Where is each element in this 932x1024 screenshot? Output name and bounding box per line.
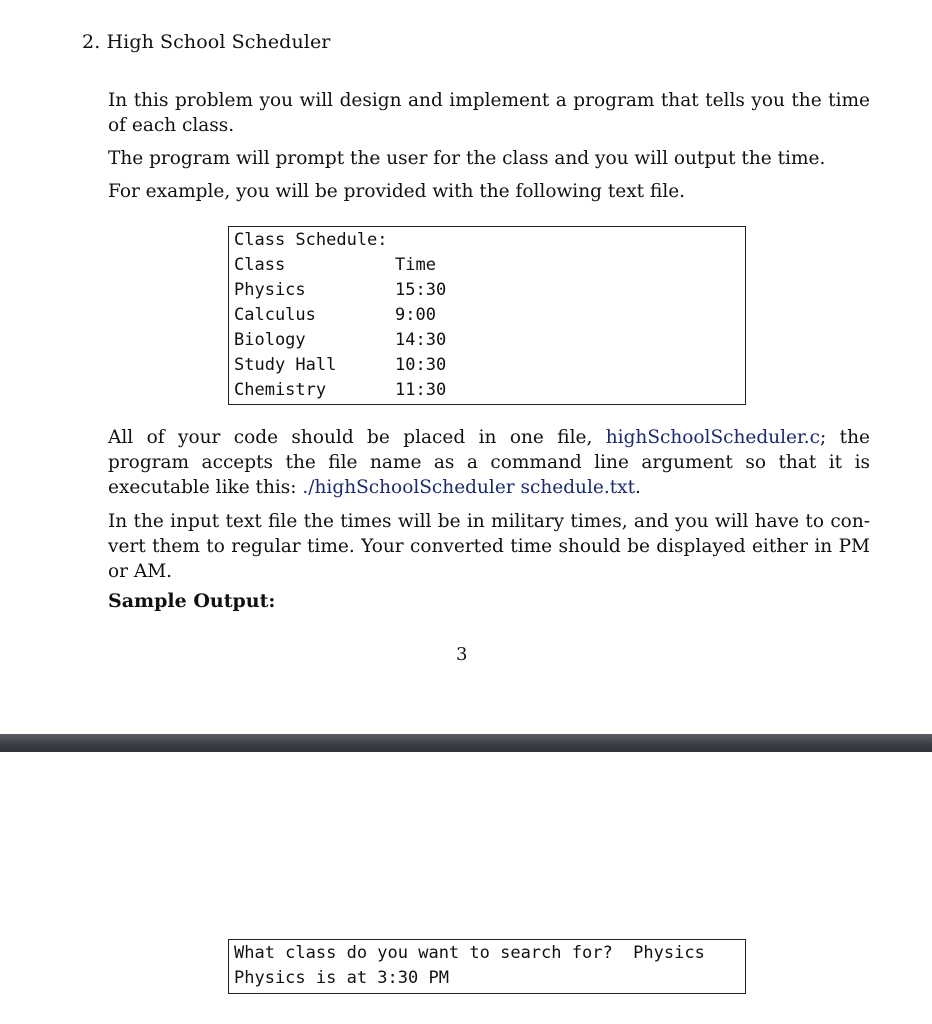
code-instructions-paragraph — [108, 425, 870, 500]
intro-paragraph: In this problem you will design and implement a program that tells you the time of each class. — [108, 90, 870, 136]
schedule-row — [234, 353, 745, 378]
schedule-title-text: Class Schedule: — [234, 230, 388, 250]
schedule-file-box — [228, 226, 746, 405]
page-number: 3 — [456, 644, 468, 665]
schedule-time: 15:30 — [395, 280, 447, 300]
schedule-row — [234, 278, 745, 303]
instructions-text-2: ; the program accepts the file name as a command line argument so that it is executable like this: — [108, 427, 870, 498]
output-line — [234, 966, 745, 991]
output-line — [234, 941, 745, 966]
filename-link[interactable]: highSchoolScheduler.c — [605, 427, 821, 448]
schedule-class: Biology — [234, 330, 306, 350]
output-line-1: What class do you want to search for? Physics — [234, 943, 705, 963]
schedule-time: 10:30 — [395, 355, 447, 375]
schedule-row — [234, 378, 745, 403]
instructions-text-3: . — [635, 477, 641, 498]
schedule-class: Study Hall — [234, 355, 337, 375]
header-class: Class — [234, 255, 286, 275]
header-time: Time — [395, 255, 436, 275]
instructions-text-1: All of your code should be placed in one file, — [108, 427, 606, 448]
example-paragraph: For example, you will be provided with the following text file. — [108, 181, 686, 202]
schedule-class: Calculus — [234, 305, 316, 325]
page-divider — [0, 734, 932, 752]
conversion-paragraph: In the input text file the times will be in military times, and you will have to con- vert them to regular time. Your converted time should be displayed either in PM or AM. — [108, 511, 870, 582]
problem-heading: 2. High School Scheduler — [82, 31, 331, 53]
schedule-time: 11:30 — [395, 380, 447, 400]
schedule-class: Chemistry — [234, 380, 327, 400]
output-line-2: Physics is at 3:30 PM — [234, 968, 449, 988]
command-link[interactable]: ./highSchoolScheduler schedule.txt — [302, 477, 636, 498]
schedule-time: 9:00 — [395, 305, 436, 325]
sample-output-title: Sample Output: — [108, 590, 276, 612]
schedule-header-row — [234, 253, 745, 278]
schedule-row — [234, 328, 745, 353]
schedule-title — [234, 228, 745, 253]
sample-output-box — [228, 939, 746, 994]
schedule-time: 14:30 — [395, 330, 447, 350]
schedule-class: Physics — [234, 280, 306, 300]
schedule-row — [234, 303, 745, 328]
prompt-paragraph: The program will prompt the user for the class and you will output the time. — [108, 148, 826, 169]
